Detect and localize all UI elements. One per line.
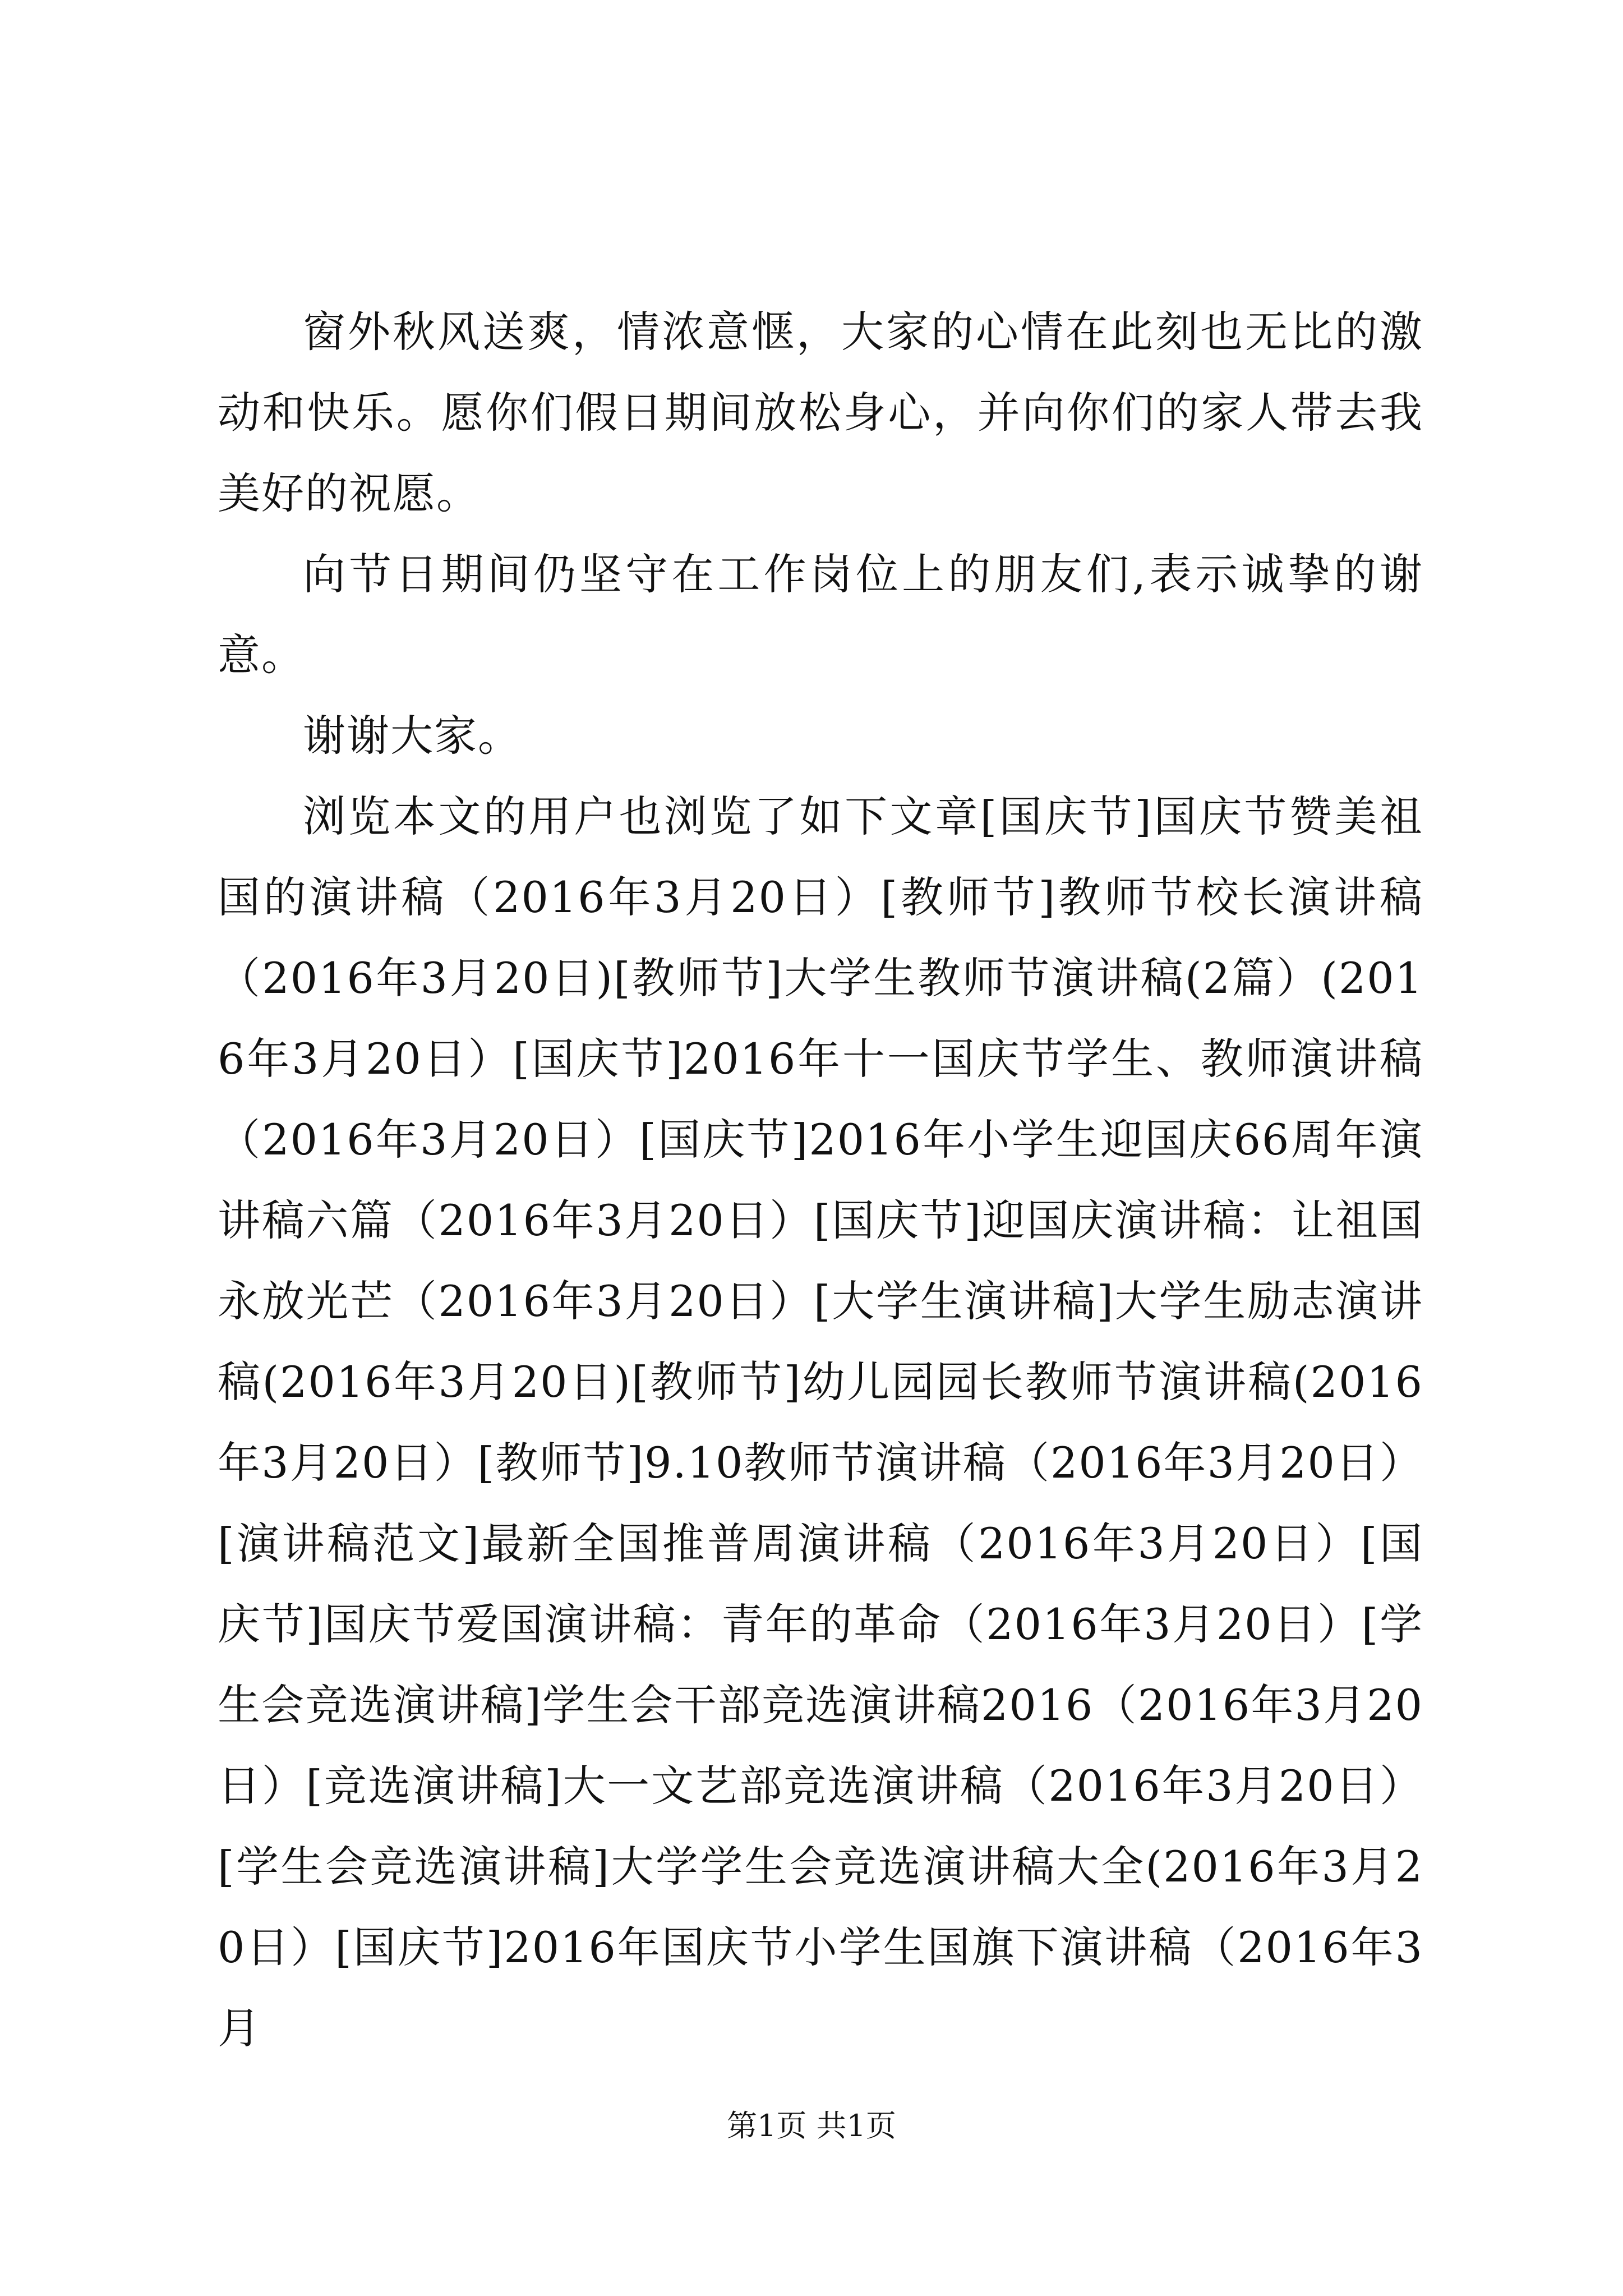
document-body bbox=[218, 292, 1423, 2069]
paragraph-greeting: 窗外秋风送爽，情浓意惬，大家的心情在此刻也无比的激动和快乐。愿你们假日期间放松身心，并向你们的家人带去我美好的祝愿。 bbox=[218, 307, 1423, 518]
page-footer: 第1页 共1页 bbox=[727, 2108, 896, 2143]
paragraph-thank-you: 谢谢大家。 bbox=[303, 711, 522, 761]
paragraph-thanks-workers: 向节日期间仍坚守在工作岗位上的朋友们,表示诚挚的谢意。 bbox=[218, 549, 1423, 680]
paragraph-related-articles: 浏览本文的用户也浏览了如下文章[国庆节]国庆节赞美祖国的演讲稿（2016年3月20日）[教师节]教师节校长演讲稿（2016年3月20日)[教师节]大学生教师节演讲稿(2篇）(2016年3月20日）[国庆节]2016年十一国庆节学生、教师演讲稿（2016年3月20日）[国庆节]2016年小学生迎国庆66周年演讲稿六篇（2016年3月20日）[国庆节]迎国庆演讲稿：让祖国永放光芒（2016年3月20日）[大学生演讲稿]大学生励志演讲稿(2016年3月20日)[教师节]幼儿园园长教师节演讲稿(2016年3月20日）[教师节]9.10教师节演讲稿（2016年3月20日）[演讲稿范文]最新全国推普周演讲稿（2016年3月20日）[国庆节]国庆节爱国演讲稿：青年的革命（2016年3月20日）[学生会竞选演讲稿]学生会干部竞选演讲稿2016（2016年3月20日）[竞选演讲稿]大一文艺部竞选演讲稿（2016年3月20日）[学生会竞选演讲稿]大学学生会竞选演讲稿大全(2016年3月20日）[国庆节]2016年国庆节小学生国旗下演讲稿（2016年3月 bbox=[218, 792, 1423, 2053]
